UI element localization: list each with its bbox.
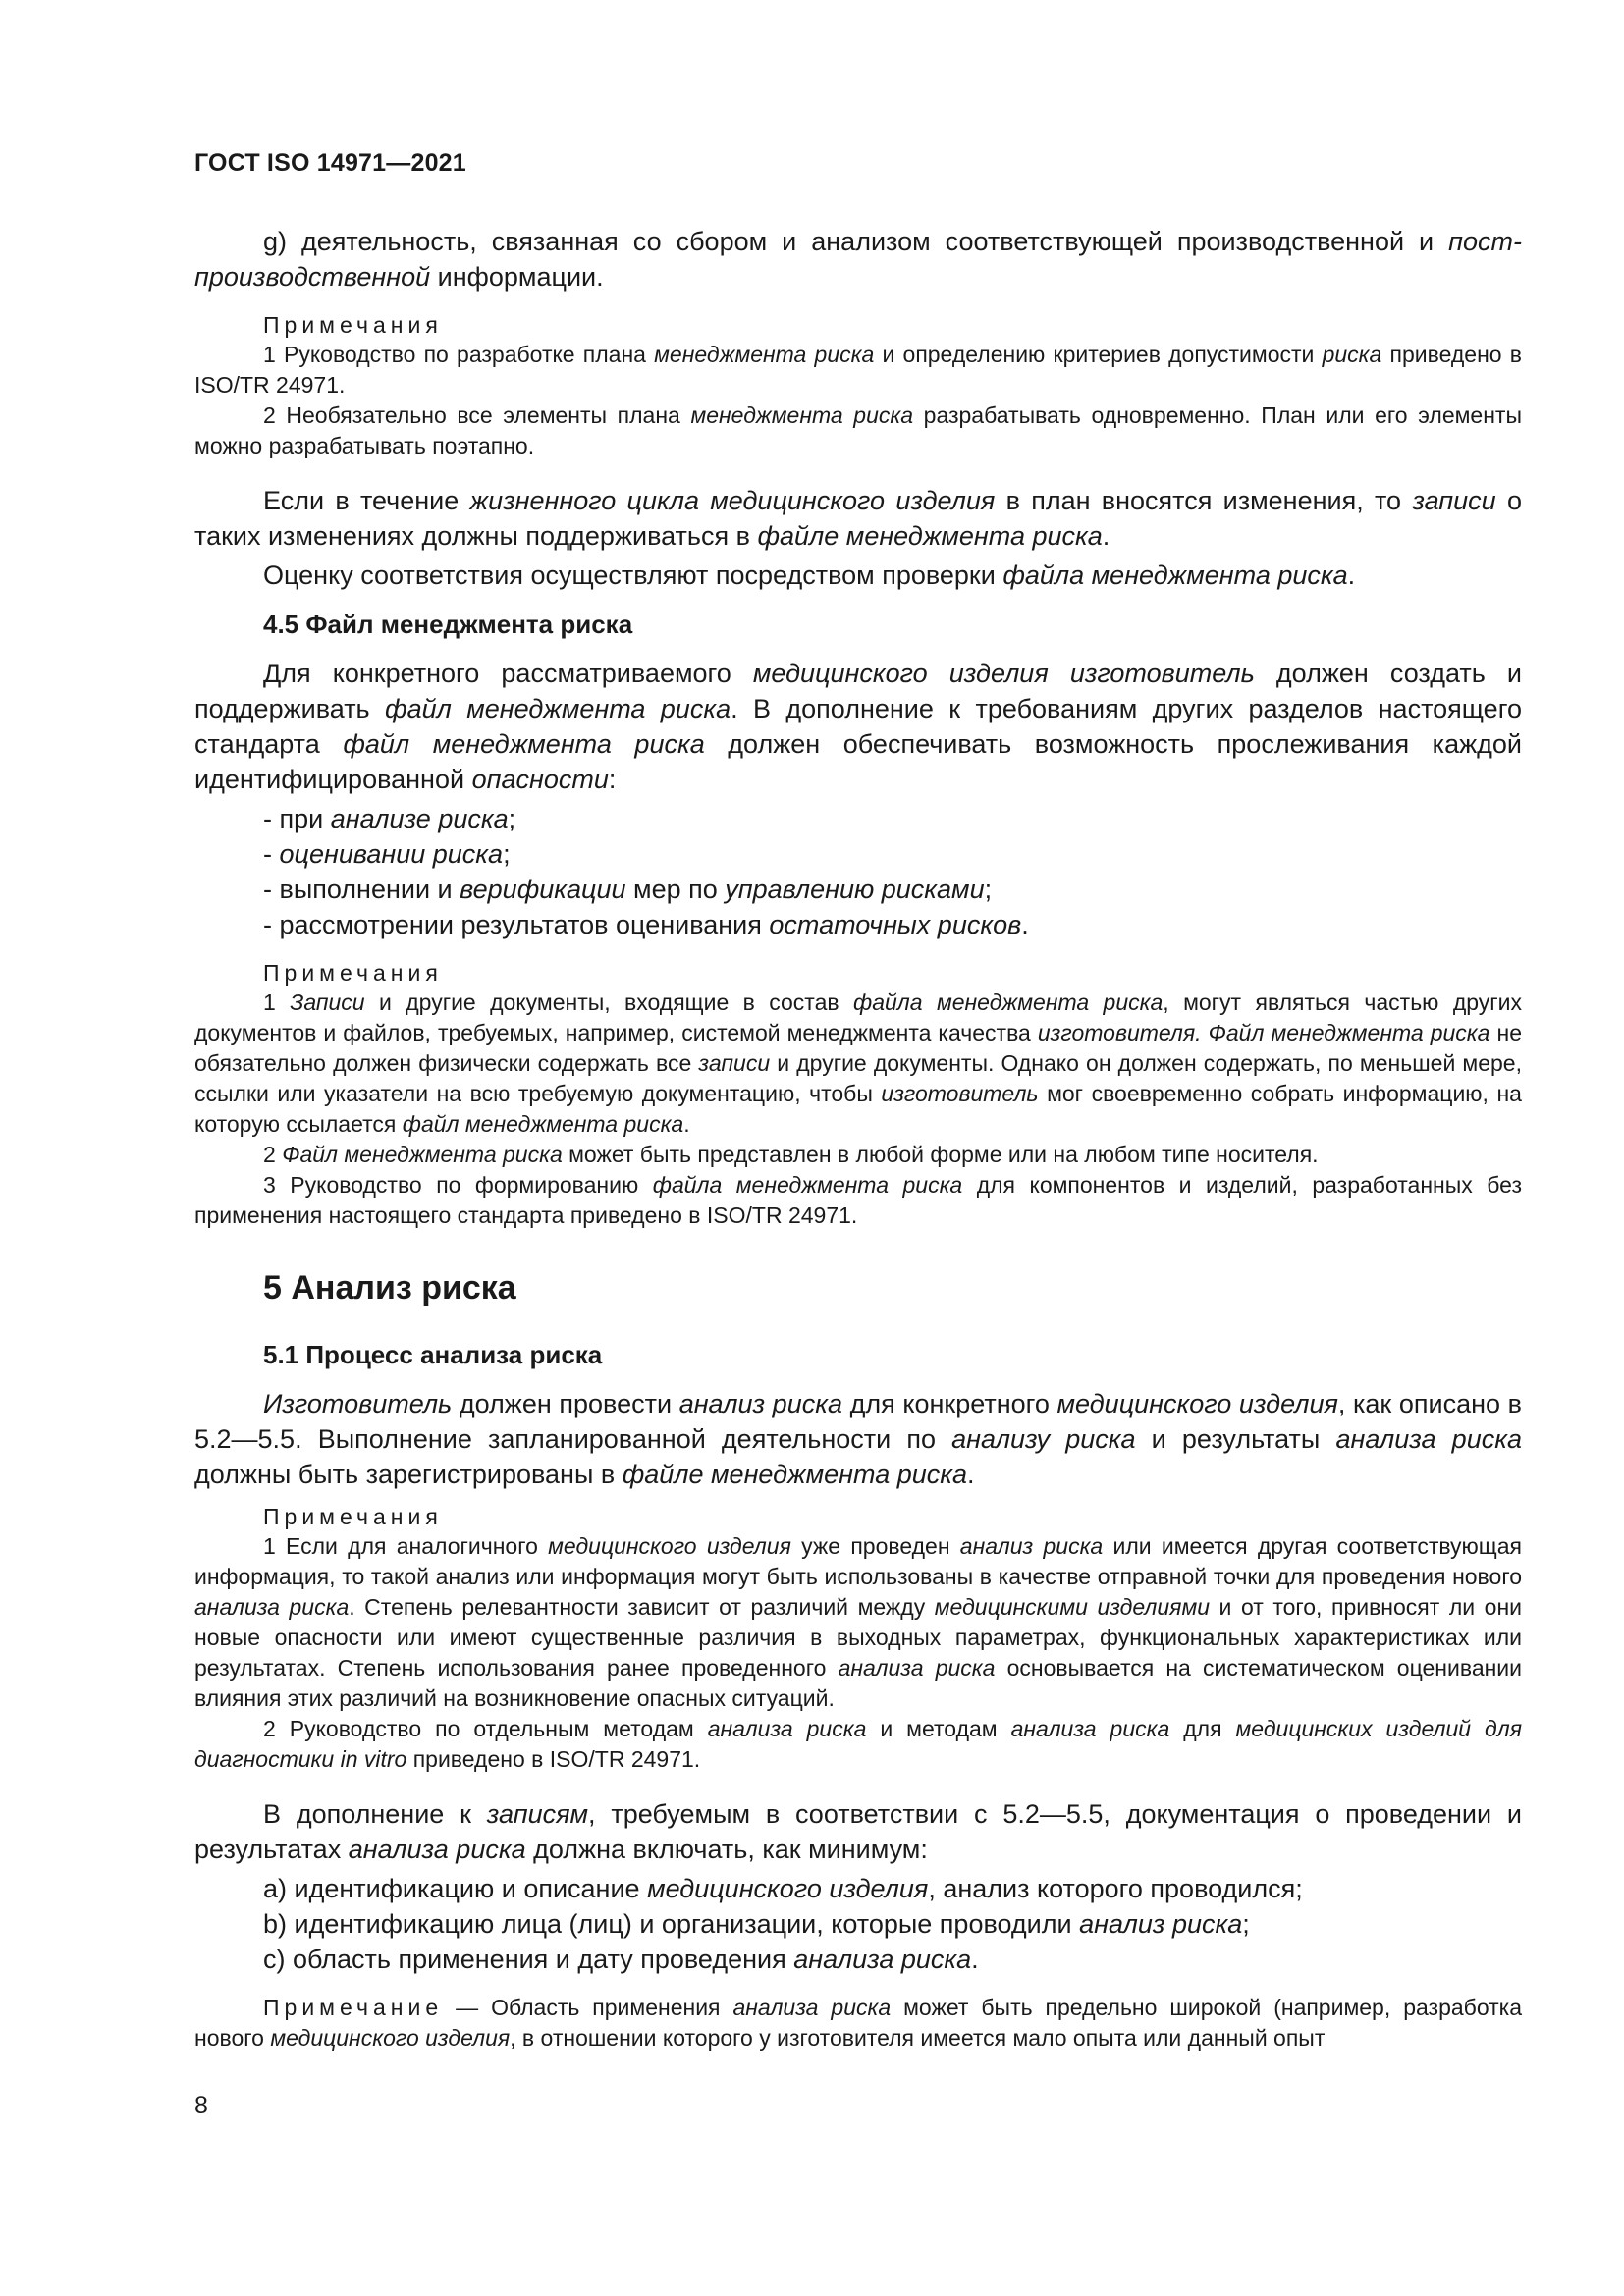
document-header: ГОСТ ISO 14971—2021 <box>194 149 466 177</box>
italic-term: записям <box>486 1799 589 1829</box>
italic-term: опасности <box>471 765 609 794</box>
italic-term: анализа риска <box>707 1716 867 1741</box>
notes-title: Примечания <box>263 1504 443 1529</box>
italic-term: анализа риска <box>194 1594 350 1620</box>
italic-term: медицинского изделия <box>270 2025 511 2051</box>
note-item: 2 Руководство по отдельным методам анализа риска и методам анализа риска для медицинских изделий для диагностики in vitro приведено в ISO/TR 24971. <box>194 1716 1523 1772</box>
list-item: - рассмотрении результатов оценивания остаточных рисков. <box>263 910 1029 939</box>
note-item: 2 Необязательно все элементы плана менеджмента риска разрабатывать одновременно. План или его элементы можно разрабатывать поэтапно. <box>194 402 1522 458</box>
list-4-5 <box>194 801 1522 942</box>
notes-block-analysis <box>194 1502 1522 1775</box>
paragraph-lifecycle: Если в течение жизненного цикла медицинского изделия в план вносятся изменения, то записи о таких изменениях должны поддерживаться в файле менеджмента риска. <box>194 486 1522 551</box>
paragraph-conformity: Оценку соответствия осуществляют посредством проверки файла менеджмента риска. <box>263 561 1356 590</box>
italic-term: анализа риска <box>348 1835 526 1864</box>
italic-term: Файл менеджмента риска <box>282 1142 563 1167</box>
final-note-text: — Область применения анализа риска может быть предельно широкой (например, разработка нового медицинского изделия, в отношении которого у изготовителя имеется мало опыта или данный опыт <box>194 1995 1523 2051</box>
italic-term: файла менеджмента риска <box>652 1172 963 1198</box>
italic-term: менеджмента риска <box>654 342 875 367</box>
italic-term: пост-производственной <box>194 227 1522 292</box>
list-item: - при анализе риска; <box>263 804 516 833</box>
italic-term: анализ риска <box>959 1533 1104 1559</box>
italic-term: анализу риска <box>951 1424 1136 1454</box>
italic-term: записи <box>698 1050 771 1076</box>
italic-term: файл менеджмента риска <box>385 694 731 723</box>
notes-title: Примечания <box>263 312 443 338</box>
notes-block-file <box>194 958 1522 1231</box>
italic-term: изготовителя. Файл менеджмента риска <box>1037 1020 1490 1045</box>
note-item: 1 Записи и другие документы, входящие в состав файла менеджмента риска, могут являться частью других документов и файлов, требуемых, например, системой менеджмента качества изготовителя. Файл менеджмента риска не обязательно должен физически содержать все записи и другие документы. Однако он должен содержать, по меньшей мере, ссылки или указатели на всю требуемую документацию, чтобы изготовитель мог своевременно собрать информацию, на которую ссылается файл менеджмента риска. <box>194 989 1523 1137</box>
note-item: 2 Файл менеджмента риска может быть представлен в любой форме или на любом типе носителя. <box>263 1142 1319 1167</box>
italic-term: файл менеджмента риска <box>343 729 705 759</box>
italic-term: жизненного цикла медицинского изделия <box>469 486 996 515</box>
italic-term: файла менеджмента риска <box>852 989 1164 1015</box>
heading-4-5: 4.5 Файл менеджмента риска <box>263 610 633 639</box>
italic-term: анализа риска <box>1335 1424 1522 1454</box>
italic-term: остаточных рисков <box>769 910 1022 939</box>
final-note <box>194 1993 1522 2054</box>
list-item: b) идентификацию лица (лиц) и организации, которые проводили анализ риска; <box>263 1909 1250 1939</box>
italic-term: медицинского изделия изготовитель <box>752 659 1255 688</box>
italic-term: оценивании риска <box>279 839 504 869</box>
italic-term: анализ риска <box>1079 1909 1243 1939</box>
italic-term: анализа риска <box>793 1945 972 1974</box>
paragraph-records: В дополнение к записям, требуемым в соответствии с 5.2—5.5, документация о проведении и результатах анализа риска должна включать, как минимум: <box>194 1799 1522 1864</box>
paragraph-item-g: g) деятельность, связанная со сбором и анализом соответствующей производственной и пост-производственной информации. <box>194 227 1522 292</box>
italic-term: медицинских изделий для диагностики in vitro <box>194 1716 1523 1772</box>
note-item: 1 Руководство по разработке плана менеджмента риска и определению критериев допустимости риска приведено в ISO/TR 24971. <box>194 342 1522 398</box>
list-item: a) идентификацию и описание медицинского изделия, анализ которого проводился; <box>263 1874 1303 1903</box>
list-5-1 <box>194 1871 1522 1977</box>
italic-term: анализ риска <box>678 1389 842 1418</box>
italic-term: менеджмента риска <box>690 402 914 428</box>
italic-term: файле менеджмента риска <box>622 1460 968 1489</box>
italic-term: Записи <box>290 989 365 1015</box>
italic-term: файле менеджмента риска <box>757 521 1103 551</box>
italic-term: медицинского изделия <box>647 1874 929 1903</box>
page-content <box>194 224 1522 2054</box>
italic-term: анализа риска <box>838 1655 996 1681</box>
list-item: c) область применения и дату проведения анализа риска. <box>263 1945 979 1974</box>
paragraph-5-1: Изготовитель должен провести анализ риска для конкретного медицинского изделия, как описано в 5.2—5.5. Выполнение запланированной деятельности по анализу риска и результаты анализа риска должны быть зарегистрированы в файле менеджмента риска. <box>194 1389 1522 1489</box>
list-item: - оценивании риска; <box>263 839 511 869</box>
heading-5-1: 5.1 Процесс анализа риска <box>263 1340 603 1369</box>
page-number: 8 <box>194 2092 208 2119</box>
notes-title: Примечания <box>263 960 443 986</box>
heading-section-5: 5 Анализ риска <box>263 1269 516 1307</box>
italic-term: Изготовитель <box>263 1389 453 1418</box>
italic-term: анализе риска <box>330 804 509 833</box>
italic-term: файла менеджмента риска <box>1002 561 1348 590</box>
italic-term: файл менеджмента риска <box>402 1111 684 1137</box>
italic-term: изготовитель <box>881 1081 1039 1106</box>
italic-term: риска <box>1322 342 1382 367</box>
final-note-label: Примечание <box>263 1995 444 2020</box>
italic-term: медицинского изделия <box>548 1533 791 1559</box>
paragraph-4-5: Для конкретного рассматриваемого медицинского изделия изготовитель должен создать и поддерживать файл менеджмента риска. В дополнение к требованиям других разделов настоящего стандарта файл менеджмента риска должен обеспечивать возможность прослеживания каждой идентифицированной опасности: <box>194 659 1522 794</box>
italic-term: медицинского изделия <box>1056 1389 1338 1418</box>
list-item: - выполнении и верификации мер по управлению рисками; <box>263 875 993 904</box>
italic-term: анализа риска <box>732 1995 892 2020</box>
italic-term: медицинскими изделиями <box>934 1594 1211 1620</box>
italic-term: записи <box>1412 486 1496 515</box>
note-item: 1 Если для аналогичного медицинского изделия уже проведен анализ риска или имеется другая соответствующая информация, то такой анализ или информация могут быть использованы в качестве отправной точки для проведения нового анализа риска. Степень релевантности зависит от различий между медицинскими изделиями и от того, привносят ли они новые опасности или имеют существенные различия в выходных параметрах, функциональных характеристиках или результатах. Степень использования ранее проведенного анализа риска основывается на систематическом оценивании влияния этих различий на возникновение опасных ситуаций. <box>194 1533 1523 1711</box>
italic-term: управлению рисками <box>725 875 985 904</box>
italic-term: анализа риска <box>1010 1716 1170 1741</box>
note-item: 3 Руководство по формированию файла менеджмента риска для компонентов и изделий, разработанных без применения настоящего стандарта приведено в ISO/TR 24971. <box>194 1172 1522 1228</box>
notes-block-plan <box>194 310 1522 461</box>
italic-term: верификации <box>460 875 626 904</box>
